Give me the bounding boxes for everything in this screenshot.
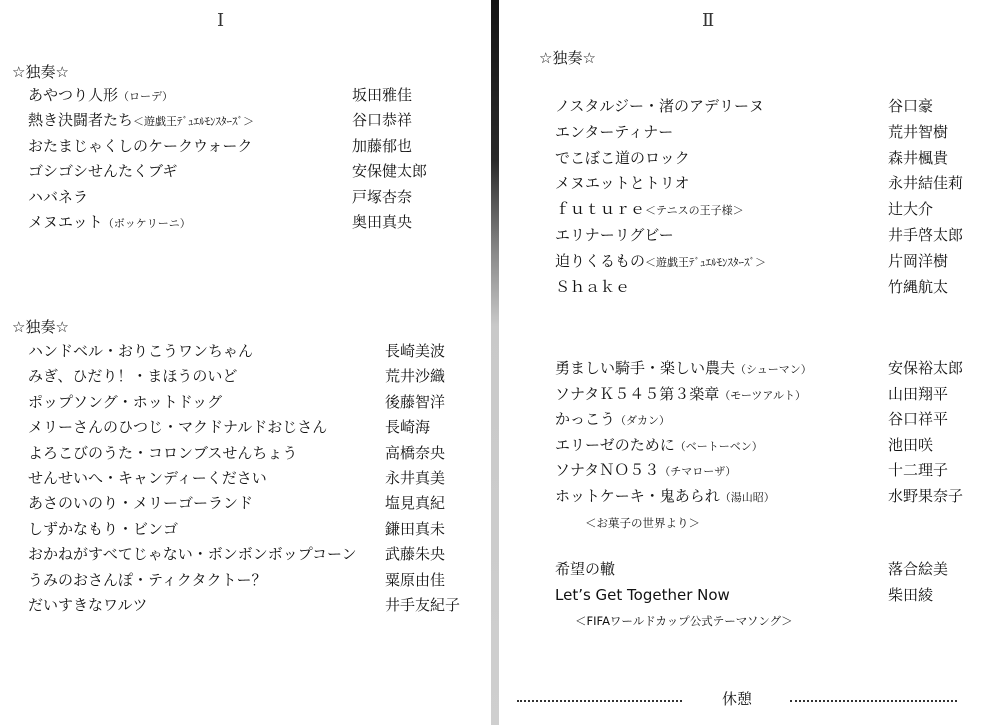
performer-name: 鎌田真未: [385, 519, 446, 538]
performer-name: 井手友紀子: [385, 596, 461, 614]
dotted-leader: [517, 700, 682, 702]
piece-title: [28, 417, 327, 437]
composer-note: （湯山昭）: [719, 491, 775, 504]
performer-name: 長崎美波: [385, 342, 446, 360]
performer-name: 坂田雅佳: [352, 86, 413, 104]
composer-note: （チマローザ）: [659, 465, 737, 479]
piece-title-text: かっこう: [555, 410, 616, 429]
dotted-leader: [790, 700, 957, 702]
performer-name: 片岡洋樹: [888, 251, 949, 270]
section-heading: ☆独奏☆: [539, 49, 596, 67]
piece-title-text: おかねがすべてじゃない・ボンボンボップコーン: [28, 545, 357, 564]
piece-title: [555, 122, 673, 142]
performer-name: 荒井智樹: [888, 122, 949, 141]
performer-name: 森井楓貴: [888, 148, 949, 167]
performer-name: 高橋奈央: [385, 443, 446, 462]
composer-note: ＜遊戯王ﾃﾞｭｴﾙﾓﾝｽﾀｰｽﾞ＞: [133, 115, 255, 129]
suite-note: ＜お菓子の世界より＞: [585, 516, 700, 530]
piece-title: [28, 187, 88, 207]
piece-title-text: Let’s Get Together Now: [555, 585, 730, 604]
performer-name: 奥田真央: [352, 213, 413, 231]
performer-name: 谷口恭祥: [352, 111, 413, 130]
page-numeral: Ⅰ: [217, 10, 225, 31]
piece-title: [555, 358, 812, 380]
piece-title: [555, 559, 615, 579]
piece-title: [555, 96, 764, 116]
piece-title-text: ｆｕｔｕｒｅ: [555, 200, 646, 219]
piece-title-text: ソナタＮＯ５３: [555, 461, 660, 480]
performer-name: 竹縄航太: [888, 277, 949, 296]
performer-name: 荒井沙織: [385, 367, 446, 386]
piece-title: [28, 493, 253, 513]
piece-title-text: ポップソング・ホットドッグ: [28, 392, 223, 411]
performer-name: 谷口豪: [888, 97, 934, 115]
performer-name: 十二理子: [888, 461, 949, 480]
piece-title-text: しずかなもり・ビンゴ: [28, 519, 179, 538]
piece-title: [28, 392, 222, 412]
piece-title: [555, 384, 806, 406]
piece-title-text: Ｓｈａｋｅ: [555, 277, 631, 296]
performer-name: 安保健太郎: [352, 162, 428, 181]
page-divider: [491, 0, 499, 725]
performer-name: 落合絵美: [888, 560, 949, 578]
section-heading: ☆独奏☆: [12, 63, 69, 81]
composer-note: （モーツアルト）: [719, 388, 806, 402]
piece-title: [555, 277, 630, 297]
song-note: ＜FIFAワールドカップ公式テーマソング＞: [575, 614, 793, 628]
piece-title: [555, 199, 744, 221]
piece-title: [28, 570, 267, 590]
piece-title-text: せんせいへ・キャンディーください: [28, 469, 267, 487]
piece-title: [555, 435, 763, 457]
piece-title-text: よろこびのうた・コロンブスせんちょう: [28, 443, 298, 462]
piece-title: [28, 341, 253, 361]
piece-title-text: おたまじゃくしのケークウォーク: [28, 136, 253, 155]
composer-note: （ベートーベン）: [674, 439, 763, 453]
piece-title-text: 迫りくるもの: [555, 251, 646, 270]
piece-title-text: ノスタルジー・渚のアデリーヌ: [555, 97, 765, 115]
piece-title: [28, 212, 191, 234]
piece-title: [28, 544, 357, 564]
piece-title-text: でこぼこ道のロック: [555, 148, 690, 167]
composer-note: （ダカン）: [615, 414, 671, 428]
composer-note: （ローデ）: [118, 90, 174, 103]
piece-title-text: あやつり人形: [28, 86, 119, 104]
piece-title: [555, 225, 674, 245]
performer-name: 池田咲: [888, 435, 934, 454]
performer-name: 辻大介: [888, 200, 934, 219]
piece-title-text: 勇ましい騎手・楽しい農夫: [555, 359, 736, 377]
piece-title: [28, 136, 252, 156]
piece-title-text: だいすきなワルツ: [28, 596, 148, 614]
piece-title: [28, 366, 237, 386]
piece-title-text: ホットケーキ・鬼あられ: [555, 487, 720, 505]
piece-title-text: エリナーリグビー: [555, 226, 674, 244]
performer-name: 安保裕太郎: [888, 359, 964, 377]
piece-title-text: エンターティナー: [555, 122, 674, 141]
piece-title-text: 希望の轍: [555, 560, 616, 578]
performer-name: 粟原由佳: [385, 570, 446, 589]
performer-name: 永井真美: [385, 469, 446, 487]
piece-title-text: 熱き決闘者たち: [28, 111, 134, 130]
performer-name: 長崎海: [385, 418, 431, 437]
section-heading: ☆独奏☆: [12, 318, 69, 336]
piece-title-text: みぎ、ひだり！・まほうのいど: [28, 367, 238, 386]
piece-title-text: ハバネラ: [28, 187, 89, 206]
piece-title-text: メヌエット: [28, 213, 103, 231]
performer-name: 永井結佳莉: [888, 174, 964, 193]
intermission: [517, 688, 964, 708]
performer-name: 塩見真紀: [385, 494, 446, 513]
piece-title: [28, 595, 148, 615]
piece-title-text: ソナタＫ５４５第３楽章: [555, 384, 720, 403]
piece-title: [28, 519, 178, 539]
left-page: [0, 0, 491, 725]
piece-title-text: うみのおさんぽ・ティクタクトー？: [28, 570, 267, 589]
intermission-label: 休憩: [722, 690, 753, 708]
piece-title: [555, 460, 736, 482]
piece-title: [555, 251, 766, 273]
performer-name: 山田翔平: [888, 384, 949, 403]
piece-title: [28, 85, 173, 107]
piece-title-text: あさのいのり・メリーゴーランド: [28, 494, 254, 513]
piece-title: [555, 409, 670, 431]
piece-title: [28, 468, 267, 488]
composer-note: （シューマン）: [735, 363, 812, 376]
performer-name: 加藤郁也: [352, 136, 413, 155]
right-page: [499, 0, 997, 725]
performer-name: 水野果奈子: [888, 487, 964, 505]
performer-name: 井手啓太郎: [888, 226, 964, 244]
piece-title: [28, 161, 177, 181]
piece-title: [555, 148, 690, 168]
composer-note: （ボッケリーニ）: [102, 217, 191, 230]
performer-name: 戸塚杏奈: [352, 187, 413, 206]
piece-title-text: エリーゼのために: [555, 435, 675, 454]
page-numeral: Ⅱ: [702, 10, 715, 31]
piece-title-text: ゴシゴシせんたくブギ: [28, 162, 178, 181]
piece-title: [28, 443, 297, 463]
performer-name: 谷口祥平: [888, 410, 949, 429]
performer-name: 柴田綾: [888, 585, 934, 604]
composer-note: ＜テニスの王子様＞: [645, 204, 744, 218]
composer-note: ＜遊戯王ﾃﾞｭｴﾙﾓﾝｽﾀｰｽﾞ＞: [645, 255, 767, 269]
performer-name: 後藤智洋: [385, 392, 446, 411]
performer-name: 武藤朱央: [385, 545, 446, 564]
piece-title-text: メリーさんのひつじ・マクドナルドおじさん: [28, 418, 328, 437]
piece-title: [28, 110, 254, 132]
piece-title: [555, 173, 690, 193]
piece-title-text: メヌエットとトリオ: [555, 174, 690, 193]
piece-title: [555, 585, 730, 605]
piece-title-text: ハンドベル・おりこうワンちゃん: [28, 342, 254, 360]
piece-title: [555, 486, 775, 508]
